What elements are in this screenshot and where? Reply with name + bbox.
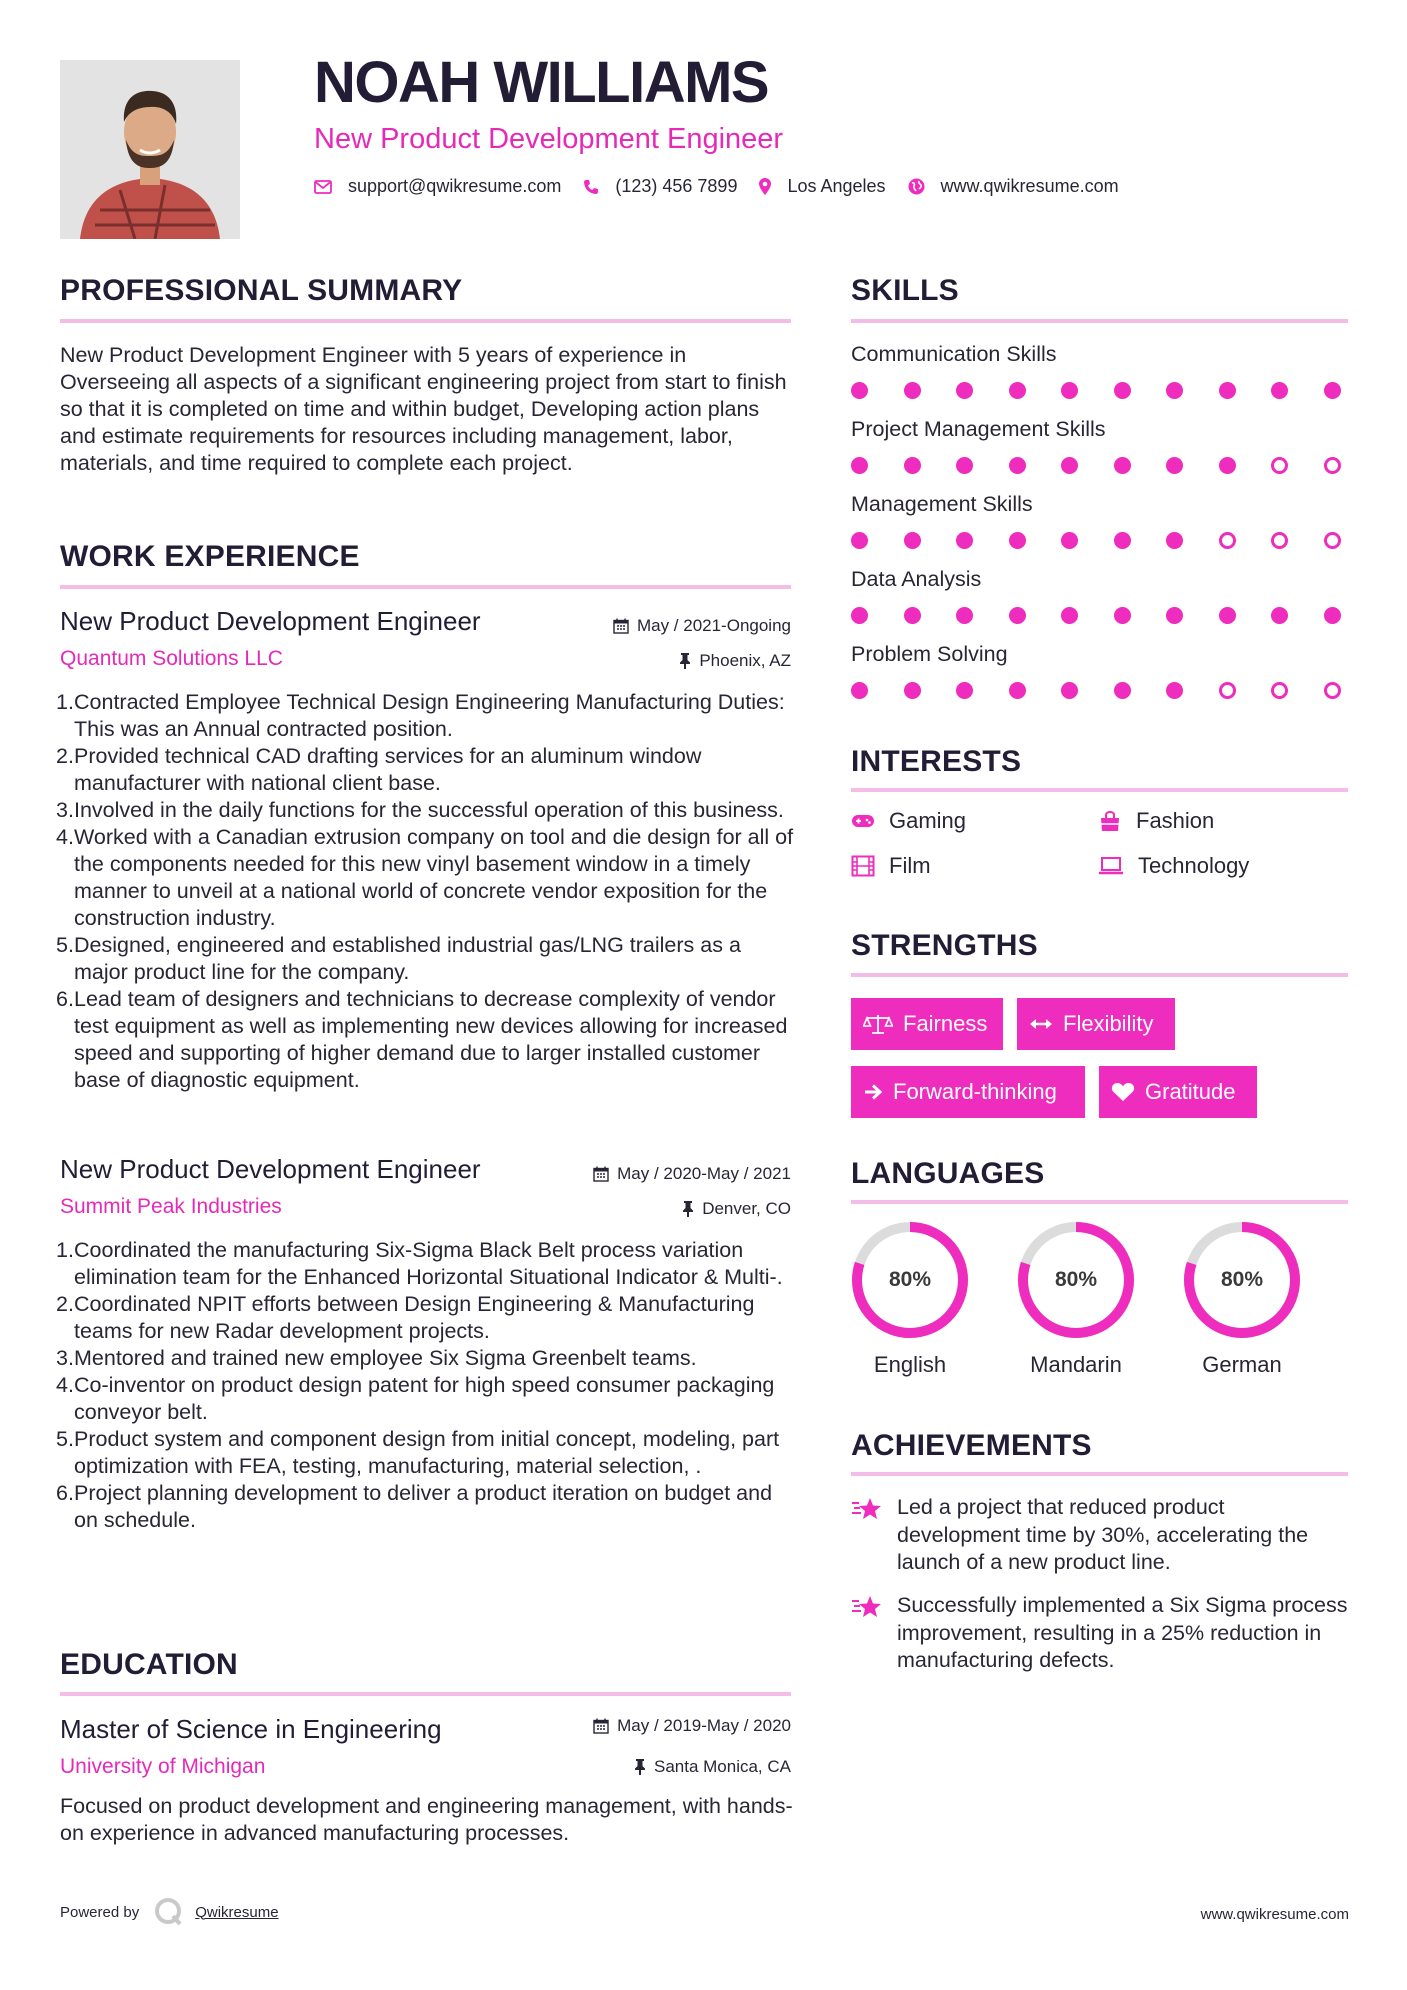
contact-email[interactable] — [314, 176, 561, 197]
arrows-horizontal-icon — [1029, 1017, 1053, 1031]
skill-name: Project Management Skills — [851, 417, 1106, 441]
rating-dot-empty — [1324, 532, 1341, 549]
rating-dot-filled — [904, 682, 921, 699]
job-location-text: Phoenix, AZ — [699, 651, 791, 670]
languages-heading: LANGUAGES — [851, 1157, 1045, 1190]
education-dates-text: May / 2019-May / 2020 — [617, 1716, 791, 1735]
contact-location — [759, 176, 885, 197]
language-item — [1016, 1220, 1136, 1378]
language-name: German — [1202, 1352, 1282, 1377]
contact-row — [314, 176, 1141, 197]
job-location-text: Denver, CO — [702, 1199, 791, 1218]
rating-dot-filled — [1009, 382, 1026, 399]
rating-dot-filled — [1114, 607, 1131, 624]
qwikresume-logo-icon — [153, 1896, 185, 1928]
language-progress-ring — [1016, 1220, 1136, 1340]
rating-dot-filled — [956, 607, 973, 624]
interest-item: Technology — [1098, 853, 1249, 879]
rating-dot-empty — [1271, 532, 1288, 549]
rating-dot-filled — [1061, 607, 1078, 624]
rating-dot-filled — [1114, 457, 1131, 474]
rating-dot-filled — [1114, 682, 1131, 699]
rating-dot-empty — [1219, 682, 1236, 699]
education-location — [634, 1757, 791, 1777]
rating-dot-filled — [1114, 532, 1131, 549]
strength-tag: Fairness — [851, 998, 1003, 1050]
job-title: New Product Development Engineer — [60, 606, 481, 636]
list-item: 2. Coordinated NPIT efforts between Design Engineering & Manufacturing teams for new Radar development projects. — [56, 1292, 755, 1343]
strengths-heading: STRENGTHS — [851, 929, 1038, 962]
strength-tag: Flexibility — [1017, 998, 1175, 1050]
rating-dot-filled — [1166, 607, 1183, 624]
list-item: 1. Coordinated the manufacturing Six-Sigma Black Belt process variation elimination team for the Enhanced Horizontal Situational Indicator & Multi-. — [56, 1238, 783, 1289]
achievements-divider — [851, 1472, 1348, 1476]
rating-dot-filled — [904, 607, 921, 624]
language-percent: 80% — [1054, 1268, 1098, 1291]
job-company: Quantum Solutions LLC — [60, 647, 283, 670]
list-item: 6. Project planning development to deliver a product iteration on budget and on schedule. — [56, 1481, 773, 1532]
rating-dot-filled — [1166, 682, 1183, 699]
rating-dot-filled — [851, 532, 868, 549]
rating-dot-filled — [1219, 382, 1236, 399]
skill-name: Communication Skills — [851, 342, 1057, 366]
powered-by-label: Powered by — [60, 1903, 140, 1921]
strength-tag: Gratitude — [1099, 1066, 1257, 1118]
achievement-item: Led a project that reduced product development time by 30%, accelerating the launch of a new product line. — [851, 1494, 1351, 1577]
shooting-star-icon — [851, 1496, 883, 1522]
profile-photo — [60, 60, 240, 239]
strengths-divider — [851, 973, 1348, 977]
rating-dot-filled — [1166, 532, 1183, 549]
rating-dot-filled — [1009, 682, 1026, 699]
skill-rating — [851, 607, 1341, 624]
achievement-item: Successfully implemented a Six Sigma process improvement, resulting in a 25% reduction in manufacturing defects. — [851, 1592, 1351, 1675]
rating-dot-empty — [1271, 682, 1288, 699]
rating-dot-filled — [851, 607, 868, 624]
website-text: www.qwikresume.com — [940, 176, 1119, 196]
school-name: University of Michigan — [60, 1755, 266, 1778]
rating-dot-filled — [1324, 382, 1341, 399]
rating-dot-filled — [1061, 682, 1078, 699]
skill-name: Management Skills — [851, 492, 1033, 516]
footer-website[interactable]: www.qwikresume.com — [1200, 1906, 1349, 1923]
language-progress-ring — [850, 1220, 970, 1340]
rating-dot-filled — [956, 682, 973, 699]
interests-divider — [851, 788, 1348, 792]
candidate-name: NOAH WILLIAMS — [314, 50, 769, 115]
heart-icon — [1111, 1082, 1135, 1102]
job-location — [679, 651, 791, 671]
rating-dot-filled — [1009, 457, 1026, 474]
education-dates — [593, 1716, 791, 1736]
globe-icon — [908, 178, 925, 195]
job-location — [682, 1199, 791, 1219]
rating-dot-filled — [1009, 532, 1026, 549]
language-percent: 80% — [1220, 1268, 1264, 1291]
job-company: Summit Peak Industries — [60, 1195, 282, 1218]
rating-dot-filled — [1009, 607, 1026, 624]
job-duties-list — [56, 689, 796, 1094]
contact-website[interactable] — [908, 176, 1119, 197]
skill-rating — [851, 682, 1341, 699]
list-item: 1. Contracted Employee Technical Design Engineering Manufacturing Duties: This was an Annual contracted position. — [56, 690, 785, 741]
contact-phone[interactable] — [583, 176, 737, 197]
summary-text: New Product Development Engineer with 5 years of experience in Overseeing all aspects of a significant engineering project from start to finish so that it is completed on time and within budget, Developing action plans and estimate requirements for resources including management, labor, materials, and time required to complete each project. — [60, 343, 787, 475]
language-item — [1182, 1220, 1302, 1378]
rating-dot-filled — [1061, 532, 1078, 549]
job-title: New Product Development Engineer — [60, 1154, 481, 1184]
achievements-heading: ACHIEVEMENTS — [851, 1429, 1092, 1462]
rating-dot-filled — [1219, 607, 1236, 624]
envelope-icon — [314, 180, 332, 194]
degree-title: Master of Science in Engineering — [60, 1714, 442, 1744]
rating-dot-filled — [904, 457, 921, 474]
education-location-text: Santa Monica, CA — [653, 1757, 791, 1776]
calendar-icon — [613, 618, 629, 634]
language-progress-ring — [1182, 1220, 1302, 1340]
skill-rating — [851, 532, 1341, 549]
rating-dot-filled — [1114, 382, 1131, 399]
rating-dot-empty — [1271, 457, 1288, 474]
phone-icon — [583, 179, 599, 195]
pushpin-icon — [634, 1759, 646, 1775]
skill-name: Data Analysis — [851, 567, 982, 591]
rating-dot-filled — [1271, 607, 1288, 624]
rating-dot-filled — [851, 457, 868, 474]
list-item: 6. Lead team of designers and technicians to decrease complexity of vendor test equipment as well as implementing new devices allowing for increased speed and supporting of higher demand due to larger installed customer base of diagnostic equipment. — [56, 987, 788, 1092]
map-pin-icon — [759, 178, 771, 195]
interest-item: Gaming — [851, 808, 966, 834]
qwikresume-link[interactable]: Qwikresume — [195, 1903, 279, 1921]
rating-dot-filled — [1271, 382, 1288, 399]
summary-heading: PROFESSIONAL SUMMARY — [60, 274, 463, 307]
job-duties-list — [56, 1237, 796, 1534]
skill-rating — [851, 382, 1341, 399]
experience-heading: WORK EXPERIENCE — [60, 540, 360, 573]
summary-divider — [60, 319, 791, 323]
education-divider — [60, 1692, 791, 1696]
list-item: 4. Co-inventor on product design patent for high speed consumer packaging conveyor belt. — [56, 1373, 775, 1424]
rating-dot-empty — [1219, 532, 1236, 549]
interests-heading: INTERESTS — [851, 745, 1022, 778]
rating-dot-filled — [1061, 457, 1078, 474]
interest-item: Film — [851, 853, 931, 879]
rating-dot-filled — [1166, 382, 1183, 399]
list-item: 5. Designed, engineered and established industrial gas/LNG trailers as a major product line for the company. — [56, 933, 741, 984]
list-item: 2. Provided technical CAD drafting services for an aluminum window manufacturer with national client base. — [56, 744, 702, 795]
list-item: 3. Mentored and trained new employee Six Sigma Greenbelt teams. — [56, 1346, 697, 1370]
calendar-icon — [593, 1166, 609, 1182]
rating-dot-filled — [1061, 382, 1078, 399]
language-percent: 80% — [888, 1268, 932, 1291]
film-icon — [851, 855, 875, 877]
experience-divider — [60, 585, 791, 589]
rating-dot-filled — [956, 382, 973, 399]
list-item: 5. Product system and component design from initial concept, modeling, part optimization with FEA, testing, manufacturing, material selection, . — [56, 1427, 780, 1478]
skills-heading: SKILLS — [851, 274, 959, 307]
rating-dot-filled — [851, 682, 868, 699]
job-dates-text: May / 2021-Ongoing — [636, 616, 791, 635]
arrow-right-icon — [863, 1083, 883, 1101]
laptop-icon — [1098, 856, 1124, 876]
language-item — [850, 1220, 970, 1378]
interest-item: Fashion — [1098, 808, 1214, 834]
job-dates — [593, 1164, 791, 1184]
education-description: Focused on product development and engineering management, with hands-on experience in advanced manufacturing processes. — [60, 1794, 793, 1845]
email-text: support@qwikresume.com — [348, 176, 562, 196]
job-dates-text: May / 2020-May / 2021 — [617, 1164, 791, 1183]
rating-dot-filled — [1324, 607, 1341, 624]
shopping-bag-icon — [1098, 810, 1122, 832]
rating-dot-empty — [1324, 682, 1341, 699]
rating-dot-filled — [956, 532, 973, 549]
gamepad-icon — [851, 813, 875, 829]
list-item: 4. Worked with a Canadian extrusion company on tool and die design for all of the components needed for this new vinyl basement window in a timely manner to unveil at a national world of concrete vendor exposition for the construction industry. — [56, 825, 794, 930]
calendar-icon — [593, 1718, 609, 1734]
education-heading: EDUCATION — [60, 1648, 238, 1681]
person-photo-icon — [60, 60, 240, 239]
phone-text: (123) 456 7899 — [615, 176, 738, 196]
language-name: English — [873, 1352, 947, 1377]
skill-rating — [851, 457, 1341, 474]
candidate-role: New Product Development Engineer — [314, 123, 784, 155]
languages-divider — [851, 1200, 1348, 1204]
footer-powered-by — [60, 1896, 279, 1928]
pushpin-icon — [682, 1201, 694, 1217]
rating-dot-filled — [904, 532, 921, 549]
balance-scale-icon — [863, 1013, 893, 1035]
rating-dot-filled — [1166, 457, 1183, 474]
shooting-star-icon — [851, 1594, 883, 1620]
pushpin-icon — [679, 653, 691, 669]
rating-dot-filled — [956, 457, 973, 474]
location-text: Los Angeles — [787, 176, 886, 196]
rating-dot-filled — [851, 382, 868, 399]
list-item: 3. Involved in the daily functions for the successful operation of this business. — [56, 798, 784, 822]
rating-dot-filled — [1219, 457, 1236, 474]
rating-dot-empty — [1324, 457, 1341, 474]
strength-tag: Forward-thinking — [851, 1066, 1085, 1118]
job-dates — [613, 616, 791, 636]
skills-divider — [851, 319, 1348, 323]
skill-name: Problem Solving — [851, 642, 1008, 666]
language-name: Mandarin — [1030, 1352, 1122, 1377]
rating-dot-filled — [904, 382, 921, 399]
